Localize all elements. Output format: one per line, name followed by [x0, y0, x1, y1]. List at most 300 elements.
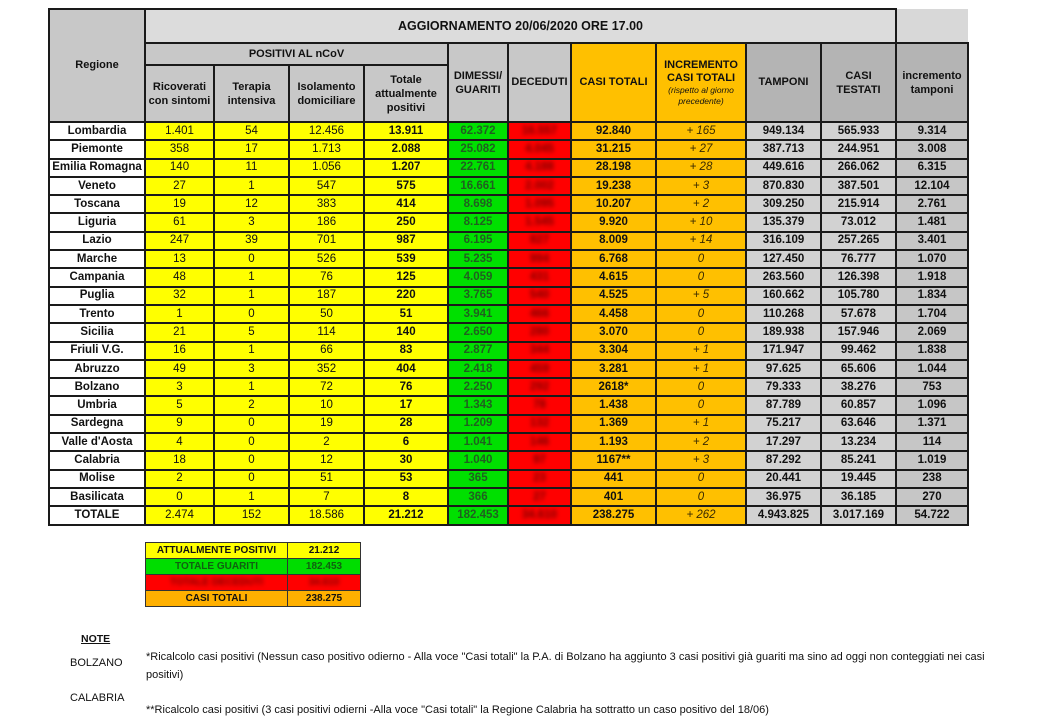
cell-casi-totali: 3.281	[571, 360, 656, 378]
cell-ricoverati: 140	[145, 159, 214, 177]
cell-tamponi: 387.713	[746, 140, 821, 158]
cell-dimessi: 1.343	[448, 396, 508, 414]
cell-deceduti: 280	[508, 323, 571, 341]
cell-incremento-tamponi: 114	[896, 433, 968, 451]
cell-casi-testati: 157.946	[821, 323, 896, 341]
cell-incremento: + 1	[656, 415, 746, 433]
cell-isolamento: 187	[289, 287, 364, 305]
cell-regione: Sardegna	[49, 415, 145, 433]
cell-deceduti: 97	[508, 451, 571, 469]
header-ricoverati: Ricoverati con sintomi	[145, 65, 214, 122]
cell-dimessi: 8.125	[448, 213, 508, 231]
cell-casi-totali: 1.438	[571, 396, 656, 414]
cell-incremento: + 1	[656, 360, 746, 378]
cell-casi-totali: 441	[571, 470, 656, 488]
cell-regione: Lombardia	[49, 122, 145, 140]
cell-ricoverati: 13	[145, 250, 214, 268]
cell-tamponi: 160.662	[746, 287, 821, 305]
cell-casi-testati: 65.606	[821, 360, 896, 378]
cell-terapia: 3	[214, 213, 289, 231]
cell-ricoverati: 32	[145, 287, 214, 305]
header-incremento-tamponi: incremento tamponi	[896, 43, 968, 122]
cell-dimessi: 1.040	[448, 451, 508, 469]
cell-incremento-tamponi: 1.704	[896, 305, 968, 323]
table-row	[49, 451, 968, 469]
cell-incremento-tamponi: 238	[896, 470, 968, 488]
cell-incremento-tamponi: 3.008	[896, 140, 968, 158]
summary-row-deceduti	[146, 575, 361, 591]
cell-ricoverati: 1.401	[145, 122, 214, 140]
cell-ricoverati: 61	[145, 213, 214, 231]
cell-casi-testati: 76.777	[821, 250, 896, 268]
cell-dimessi: 1.209	[448, 415, 508, 433]
cell-casi-testati: 215.914	[821, 195, 896, 213]
cell-isolamento: 51	[289, 470, 364, 488]
cell-ricoverati: 21	[145, 323, 214, 341]
cell-incremento: + 3	[656, 451, 746, 469]
cell-isolamento: 701	[289, 232, 364, 250]
cell-ricoverati: 19	[145, 195, 214, 213]
cell-terapia: 3	[214, 360, 289, 378]
cell-ricoverati: 0	[145, 488, 214, 506]
table-row	[49, 232, 968, 250]
header-positivi-group: POSITIVI AL nCoV	[145, 43, 448, 65]
header-incremento-sub: (rispetto al giorno precedente)	[668, 84, 734, 106]
cell-totale-positivi: 250	[364, 213, 448, 231]
cell-totale-positivi: 575	[364, 177, 448, 195]
cell-casi-totali: 6.768	[571, 250, 656, 268]
cell-deceduti: 27	[508, 488, 571, 506]
cell-terapia: 0	[214, 451, 289, 469]
cell-deceduti: 23	[508, 470, 571, 488]
cell-totale-positivi: 1.207	[364, 159, 448, 177]
cell-incremento: + 10	[656, 213, 746, 231]
cell-ricoverati: 358	[145, 140, 214, 158]
cell-casi-testati: 3.017.169	[821, 506, 896, 525]
cell-casi-testati: 38.276	[821, 378, 896, 396]
cell-dimessi: 16.661	[448, 177, 508, 195]
cell-casi-totali: 401	[571, 488, 656, 506]
header-isolamento: Isolamento domiciliare	[289, 65, 364, 122]
cell-deceduti: 34.610	[508, 506, 571, 525]
table-row	[49, 177, 968, 195]
cell-incremento: + 2	[656, 195, 746, 213]
cell-dimessi: 25.082	[448, 140, 508, 158]
cell-terapia: 0	[214, 305, 289, 323]
cell-incremento: 0	[656, 470, 746, 488]
cell-incremento-tamponi: 753	[896, 378, 968, 396]
cell-casi-testati: 565.933	[821, 122, 896, 140]
cell-casi-testati: 63.646	[821, 415, 896, 433]
cell-terapia: 1	[214, 378, 289, 396]
cell-tamponi: 75.217	[746, 415, 821, 433]
cell-isolamento: 18.586	[289, 506, 364, 525]
cell-incremento-tamponi: 9.314	[896, 122, 968, 140]
cell-ricoverati: 27	[145, 177, 214, 195]
cell-regione: Liguria	[49, 213, 145, 231]
cell-totale-positivi: 2.088	[364, 140, 448, 158]
cell-ricoverati: 1	[145, 305, 214, 323]
cell-regione: Trento	[49, 305, 145, 323]
summary-label: CASI TOTALI	[146, 591, 288, 607]
cell-totale-positivi: 125	[364, 268, 448, 286]
cell-tamponi: 20.441	[746, 470, 821, 488]
cell-tamponi: 36.975	[746, 488, 821, 506]
cell-dimessi: 22.761	[448, 159, 508, 177]
cell-tamponi: 171.947	[746, 342, 821, 360]
cell-tamponi: 189.938	[746, 323, 821, 341]
table-row-totale	[49, 506, 968, 525]
cell-totale-positivi: 140	[364, 323, 448, 341]
cell-incremento-tamponi: 1.044	[896, 360, 968, 378]
cell-ricoverati: 247	[145, 232, 214, 250]
cell-casi-totali: 4.458	[571, 305, 656, 323]
cell-isolamento: 2	[289, 433, 364, 451]
cell-totale-positivi: 414	[364, 195, 448, 213]
cell-incremento: + 262	[656, 506, 746, 525]
cell-incremento: 0	[656, 378, 746, 396]
cell-dimessi: 3.765	[448, 287, 508, 305]
header-incremento-label: INCREMENTO CASI TOTALI	[664, 58, 738, 84]
cell-dimessi: 2.650	[448, 323, 508, 341]
table-row	[49, 195, 968, 213]
cell-incremento: + 27	[656, 140, 746, 158]
cell-tamponi: 97.625	[746, 360, 821, 378]
cell-terapia: 2	[214, 396, 289, 414]
header-deceduti: DECEDUTI	[508, 43, 571, 122]
cell-regione: Valle d'Aosta	[49, 433, 145, 451]
cell-casi-testati: 19.445	[821, 470, 896, 488]
cell-isolamento: 10	[289, 396, 364, 414]
summary-row-guariti	[146, 559, 361, 575]
cell-incremento: + 28	[656, 159, 746, 177]
summary-table	[145, 542, 361, 607]
cell-deceduti: 344	[508, 342, 571, 360]
cell-totale-positivi: 6	[364, 433, 448, 451]
cell-ricoverati: 2	[145, 470, 214, 488]
cell-casi-totali: 3.070	[571, 323, 656, 341]
cell-totale-positivi: 539	[364, 250, 448, 268]
summary-label: TOTALE GUARITI	[146, 559, 288, 575]
cell-terapia: 0	[214, 415, 289, 433]
cell-totale-positivi: 83	[364, 342, 448, 360]
cell-totale-positivi: 8	[364, 488, 448, 506]
cell-incremento-tamponi: 2.761	[896, 195, 968, 213]
cell-isolamento: 383	[289, 195, 364, 213]
cell-terapia: 12	[214, 195, 289, 213]
cell-regione: Marche	[49, 250, 145, 268]
cell-totale-positivi: 28	[364, 415, 448, 433]
header-incremento	[656, 43, 746, 122]
cell-ricoverati: 16	[145, 342, 214, 360]
cell-casi-totali: 9.920	[571, 213, 656, 231]
cell-terapia: 11	[214, 159, 289, 177]
cell-incremento-tamponi: 1.838	[896, 342, 968, 360]
table-row	[49, 396, 968, 414]
cell-deceduti: 459	[508, 360, 571, 378]
cell-casi-totali: 1.369	[571, 415, 656, 433]
cell-incremento: + 14	[656, 232, 746, 250]
cell-tamponi: 110.268	[746, 305, 821, 323]
cell-terapia: 0	[214, 433, 289, 451]
cell-dimessi: 2.250	[448, 378, 508, 396]
header-casi-testati: CASI TESTATI	[821, 43, 896, 122]
cell-incremento: + 1	[656, 342, 746, 360]
summary-label: ATTUALMENTE POSITIVI	[146, 543, 288, 559]
cell-casi-testati: 266.062	[821, 159, 896, 177]
cell-dimessi: 8.698	[448, 195, 508, 213]
cell-deceduti: 1.545	[508, 213, 571, 231]
summary-row-casi	[146, 591, 361, 607]
cell-deceduti: 292	[508, 378, 571, 396]
cell-terapia: 54	[214, 122, 289, 140]
summary-value: 182.453	[288, 559, 361, 575]
cell-terapia: 1	[214, 287, 289, 305]
cell-tamponi: 87.789	[746, 396, 821, 414]
cell-ricoverati: 3	[145, 378, 214, 396]
table-row	[49, 488, 968, 506]
cell-deceduti: 146	[508, 433, 571, 451]
table-row	[49, 360, 968, 378]
cell-regione: Friuli V.G.	[49, 342, 145, 360]
cell-terapia: 0	[214, 470, 289, 488]
summary-value: 238.275	[288, 591, 361, 607]
table-row	[49, 287, 968, 305]
cell-totale-positivi: 30	[364, 451, 448, 469]
cell-incremento-tamponi: 3.401	[896, 232, 968, 250]
cell-tamponi: 87.292	[746, 451, 821, 469]
cell-terapia: 1	[214, 488, 289, 506]
cell-regione: Molise	[49, 470, 145, 488]
cell-deceduti: 540	[508, 287, 571, 305]
cell-ricoverati: 9	[145, 415, 214, 433]
cell-ricoverati: 2.474	[145, 506, 214, 525]
cell-casi-totali: 10.207	[571, 195, 656, 213]
cell-tamponi: 79.333	[746, 378, 821, 396]
notes-heading: NOTE	[81, 633, 111, 645]
cell-incremento: 0	[656, 268, 746, 286]
cell-dimessi: 6.195	[448, 232, 508, 250]
summary-label: TOTALE DECEDUTI	[146, 575, 288, 591]
cell-isolamento: 12.456	[289, 122, 364, 140]
cell-incremento-tamponi: 1.070	[896, 250, 968, 268]
cell-casi-testati: 257.265	[821, 232, 896, 250]
cell-casi-totali: 31.215	[571, 140, 656, 158]
cell-totale-positivi: 51	[364, 305, 448, 323]
cell-totale-positivi: 404	[364, 360, 448, 378]
cell-deceduti: 78	[508, 396, 571, 414]
cell-dimessi: 62.372	[448, 122, 508, 140]
cell-incremento-tamponi: 6.315	[896, 159, 968, 177]
cell-incremento-tamponi: 12.104	[896, 177, 968, 195]
cell-incremento: 0	[656, 488, 746, 506]
cell-incremento-tamponi: 54.722	[896, 506, 968, 525]
cell-regione: Piemonte	[49, 140, 145, 158]
header-terapia: Terapia intensiva	[214, 65, 289, 122]
cell-casi-totali: 4.525	[571, 287, 656, 305]
cell-incremento: 0	[656, 323, 746, 341]
cell-dimessi: 2.418	[448, 360, 508, 378]
cell-deceduti: 827	[508, 232, 571, 250]
cell-incremento-tamponi: 1.096	[896, 396, 968, 414]
cell-regione: Campania	[49, 268, 145, 286]
cell-isolamento: 186	[289, 213, 364, 231]
cell-deceduti: 994	[508, 250, 571, 268]
cell-totale-positivi: 220	[364, 287, 448, 305]
cell-isolamento: 66	[289, 342, 364, 360]
cell-ricoverati: 5	[145, 396, 214, 414]
cell-incremento-tamponi: 1.371	[896, 415, 968, 433]
cell-tamponi: 316.109	[746, 232, 821, 250]
cell-terapia: 1	[214, 268, 289, 286]
cell-casi-totali: 4.615	[571, 268, 656, 286]
summary-value: 21.212	[288, 543, 361, 559]
cell-isolamento: 72	[289, 378, 364, 396]
cell-regione: Calabria	[49, 451, 145, 469]
table-row	[49, 140, 968, 158]
table-row	[49, 213, 968, 231]
cell-casi-totali: 2618*	[571, 378, 656, 396]
cell-regione: Emilia Romagna	[49, 159, 145, 177]
cell-regione: Lazio	[49, 232, 145, 250]
cell-dimessi: 2.877	[448, 342, 508, 360]
cell-isolamento: 547	[289, 177, 364, 195]
header-dimessi: DIMESSI/ GUARITI	[448, 43, 508, 122]
header-regione: Regione	[49, 9, 145, 122]
cell-isolamento: 1.713	[289, 140, 364, 158]
cell-tamponi: 870.830	[746, 177, 821, 195]
cell-isolamento: 114	[289, 323, 364, 341]
table-row	[49, 323, 968, 341]
cell-isolamento: 526	[289, 250, 364, 268]
cell-casi-testati: 126.398	[821, 268, 896, 286]
cell-incremento: + 2	[656, 433, 746, 451]
cell-dimessi: 4.059	[448, 268, 508, 286]
cell-incremento: + 165	[656, 122, 746, 140]
cell-ricoverati: 48	[145, 268, 214, 286]
cell-totale-positivi: 53	[364, 470, 448, 488]
cell-casi-testati: 36.185	[821, 488, 896, 506]
cell-incremento-tamponi: 1.918	[896, 268, 968, 286]
header-casi-totali: CASI TOTALI	[571, 43, 656, 122]
table-row	[49, 415, 968, 433]
table-row	[49, 122, 968, 140]
cell-casi-testati: 85.241	[821, 451, 896, 469]
table-row	[49, 250, 968, 268]
cell-deceduti: 2.002	[508, 177, 571, 195]
note-label-bolzano: BOLZANO	[70, 657, 123, 669]
cell-regione: Basilicata	[49, 488, 145, 506]
cell-terapia: 39	[214, 232, 289, 250]
cell-dimessi: 366	[448, 488, 508, 506]
cell-incremento-tamponi: 270	[896, 488, 968, 506]
cell-dimessi: 365	[448, 470, 508, 488]
cell-regione: Toscana	[49, 195, 145, 213]
cell-incremento-tamponi: 1.834	[896, 287, 968, 305]
cell-deceduti: 431	[508, 268, 571, 286]
cell-casi-totali: 8.009	[571, 232, 656, 250]
cell-casi-testati: 105.780	[821, 287, 896, 305]
table-row	[49, 268, 968, 286]
cell-casi-testati: 73.012	[821, 213, 896, 231]
cell-isolamento: 7	[289, 488, 364, 506]
cell-incremento-tamponi: 1.019	[896, 451, 968, 469]
table-row	[49, 342, 968, 360]
cell-deceduti: 466	[508, 305, 571, 323]
cell-deceduti: 4.188	[508, 159, 571, 177]
cell-regione: Umbria	[49, 396, 145, 414]
cell-terapia: 5	[214, 323, 289, 341]
cell-tamponi: 127.450	[746, 250, 821, 268]
cell-deceduti: 4.045	[508, 140, 571, 158]
header-totale-positivi: Totale attualmente positivi	[364, 65, 448, 122]
table-row	[49, 433, 968, 451]
cell-regione: Sicilia	[49, 323, 145, 341]
cell-totale-positivi: 17	[364, 396, 448, 414]
cell-incremento: + 5	[656, 287, 746, 305]
table-row	[49, 305, 968, 323]
cell-regione: TOTALE	[49, 506, 145, 525]
cell-deceduti: 132	[508, 415, 571, 433]
cell-deceduti: 16.557	[508, 122, 571, 140]
cell-tamponi: 309.250	[746, 195, 821, 213]
cell-casi-testati: 244.951	[821, 140, 896, 158]
cell-casi-testati: 99.462	[821, 342, 896, 360]
cell-totale-positivi: 76	[364, 378, 448, 396]
summary-value: 34.610	[288, 575, 361, 591]
table-row	[49, 159, 968, 177]
cell-isolamento: 12	[289, 451, 364, 469]
note-label-calabria: CALABRIA	[70, 692, 125, 704]
covid-regional-table	[48, 8, 969, 526]
cell-casi-testati: 60.857	[821, 396, 896, 414]
cell-tamponi: 135.379	[746, 213, 821, 231]
cell-casi-totali: 19.238	[571, 177, 656, 195]
cell-totale-positivi: 13.911	[364, 122, 448, 140]
cell-tamponi: 949.134	[746, 122, 821, 140]
cell-terapia: 0	[214, 250, 289, 268]
cell-isolamento: 352	[289, 360, 364, 378]
cell-incremento: + 3	[656, 177, 746, 195]
cell-casi-testati: 387.501	[821, 177, 896, 195]
table-row	[49, 378, 968, 396]
table-row	[49, 470, 968, 488]
cell-isolamento: 1.056	[289, 159, 364, 177]
cell-dimessi: 182.453	[448, 506, 508, 525]
cell-ricoverati: 4	[145, 433, 214, 451]
cell-regione: Veneto	[49, 177, 145, 195]
cell-totale-positivi: 987	[364, 232, 448, 250]
cell-incremento: 0	[656, 250, 746, 268]
cell-ricoverati: 18	[145, 451, 214, 469]
cell-tamponi: 263.560	[746, 268, 821, 286]
cell-incremento-tamponi: 2.069	[896, 323, 968, 341]
cell-isolamento: 76	[289, 268, 364, 286]
cell-terapia: 152	[214, 506, 289, 525]
cell-casi-totali: 28.198	[571, 159, 656, 177]
cell-totale-positivi: 21.212	[364, 506, 448, 525]
header-blank	[896, 9, 968, 43]
cell-deceduti: 1.095	[508, 195, 571, 213]
cell-casi-totali: 92.840	[571, 122, 656, 140]
header-tamponi: TAMPONI	[746, 43, 821, 122]
cell-incremento: 0	[656, 396, 746, 414]
cell-dimessi: 3.941	[448, 305, 508, 323]
cell-casi-testati: 57.678	[821, 305, 896, 323]
cell-regione: Bolzano	[49, 378, 145, 396]
cell-terapia: 17	[214, 140, 289, 158]
cell-casi-totali: 3.304	[571, 342, 656, 360]
